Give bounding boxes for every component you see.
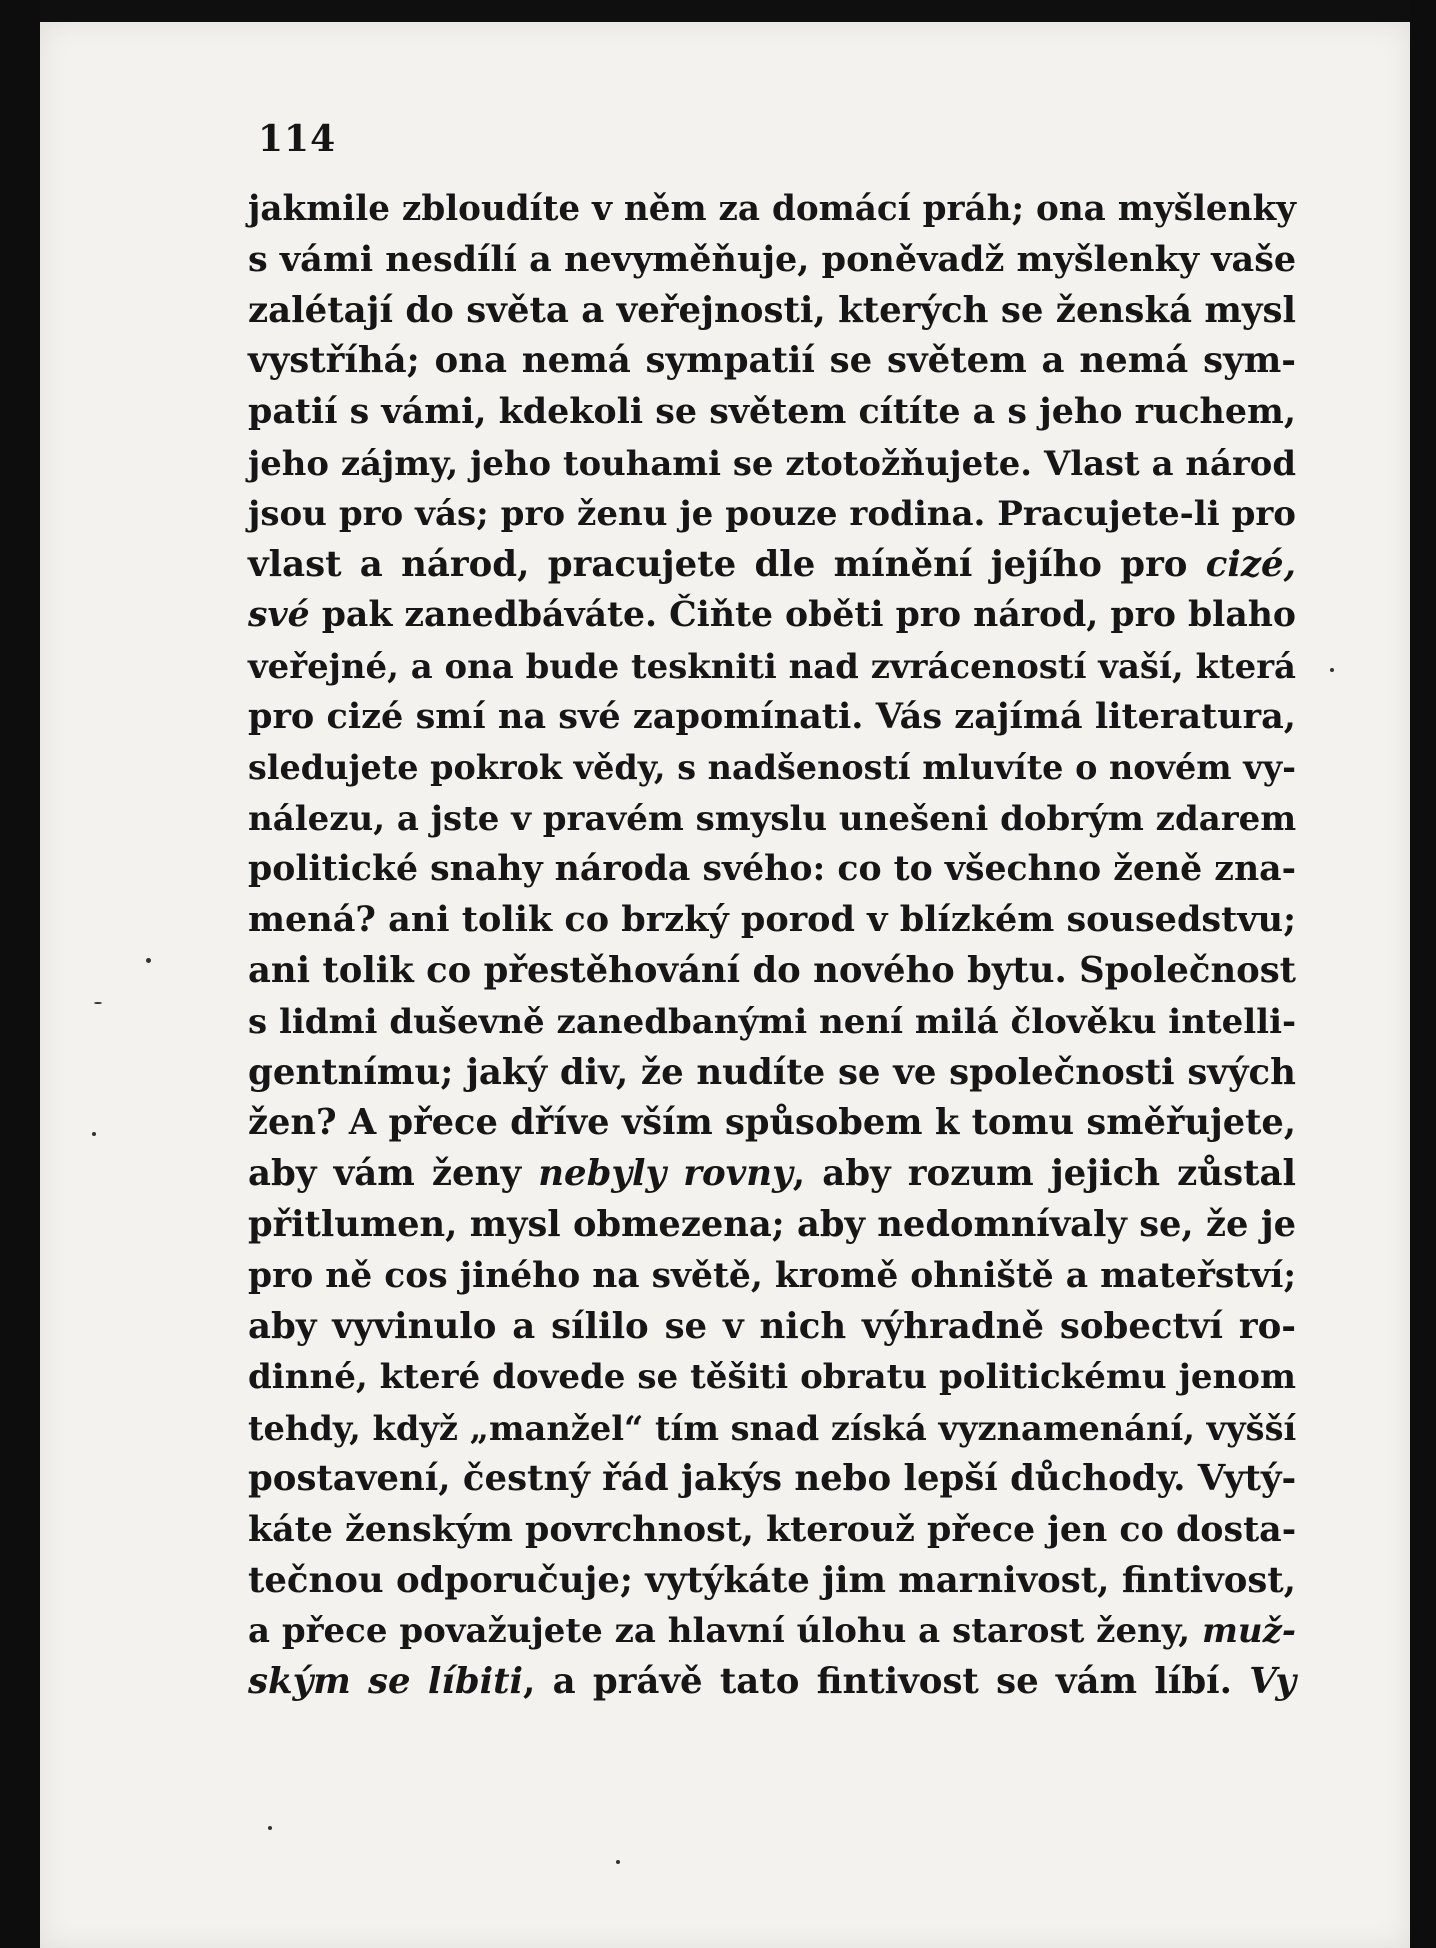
text-line	[248, 540, 1296, 591]
text-line	[248, 1352, 1296, 1403]
text-line	[248, 438, 1296, 489]
text-segment: zalétají do světa a veřejnosti, kterých se ženská mysl	[248, 289, 1296, 331]
text-segment: a přece považujete za hlavní úlohu a starost ženy,	[248, 1611, 1202, 1652]
text-line	[248, 1556, 1296, 1607]
text-segment: tehdy, když „manžel“ tím snad získá vyznamenání, vyšší	[248, 1408, 1297, 1449]
page-number: 114	[258, 118, 337, 160]
scan-speck	[1330, 668, 1334, 672]
text-segment: káte ženským povrchnost, kterouž přece jen co dosta-	[248, 1508, 1297, 1550]
text-line	[248, 1454, 1296, 1505]
text-segment: vlast a národ, pracujete dle mínění jejího pro	[248, 543, 1206, 585]
text-segment: s lidmi duševně zanedbanými není milá člověku intelli-	[248, 1001, 1297, 1042]
scan-right-edge	[1410, 0, 1436, 1948]
text-line	[248, 286, 1296, 337]
text-line	[248, 1200, 1296, 1251]
text-line	[248, 1098, 1296, 1149]
text-line	[248, 1657, 1296, 1708]
text-segment: žen? A přece dříve vším spůsobem k tomu směřujete,	[248, 1102, 1296, 1144]
text-line	[248, 235, 1296, 286]
text-segment: nálezu, a jste v pravém smyslu unešeni dobrým zdarem	[248, 798, 1297, 839]
italic-text: své	[248, 595, 310, 636]
scan-left-edge	[0, 0, 40, 1948]
text-line	[248, 184, 1296, 235]
text-line	[248, 489, 1296, 540]
text-line	[248, 1505, 1296, 1556]
text-line	[248, 743, 1296, 794]
text-segment: s vámi nesdílí a nevyměňuje, poněvadž myšlenky vaše	[248, 238, 1297, 280]
scan-speck	[616, 1860, 620, 1864]
italic-text: ským se líbiti	[248, 1661, 524, 1703]
text-segment: , a právě tato fintivost se vám líbí.	[523, 1661, 1250, 1703]
text-line	[248, 641, 1296, 692]
text-segment: veřejné, a ona bude teskniti nad zvráceností vaší, která	[248, 646, 1296, 687]
text-line	[248, 946, 1296, 997]
text-segment: aby vyvinulo a sílilo se v nich výhradně sobectví ro-	[248, 1305, 1296, 1347]
text-line	[248, 590, 1296, 641]
scan-speck	[268, 1826, 272, 1830]
text-segment: ani tolik co přestěhování do nového bytu. Společnost	[248, 949, 1296, 991]
text-segment: pro cizé smí na své zapomínati. Vás zajímá literatura,	[248, 695, 1296, 737]
text-segment: jsou pro vás; pro ženu je pouze rodina. Pracujete-li pro	[248, 493, 1296, 534]
text-segment: postavení, čestný řád jakýs nebo lepší důchody. Vytý-	[248, 1457, 1297, 1499]
body-text	[248, 184, 1296, 1708]
text-segment: gentnímu; jaký div, že nudíte se ve společnosti svých	[248, 1051, 1296, 1093]
text-line	[248, 1403, 1296, 1454]
text-line	[248, 794, 1296, 845]
text-segment: patií s vámi, kdekoli se světem cítíte a s jeho ruchem,	[248, 391, 1296, 433]
italic-text: Vy	[1249, 1661, 1296, 1703]
text-line	[248, 387, 1296, 438]
italic-text: cizé,	[1205, 543, 1296, 585]
scan-speck	[94, 1002, 102, 1004]
text-segment: přitlumen, mysl obmezena; aby nedomnívaly se, že je	[248, 1203, 1296, 1245]
text-line	[248, 997, 1296, 1048]
scan-top-edge	[0, 0, 1436, 22]
text-segment: pro ně cos jiného na světě, kromě ohniště a mateřství;	[248, 1255, 1297, 1296]
italic-text: muž-	[1201, 1611, 1296, 1652]
text-line	[248, 1302, 1296, 1353]
text-segment: politické snahy národa svého: co to všechno ženě zna-	[248, 848, 1296, 890]
text-line	[248, 1251, 1296, 1302]
text-segment: dinné, které dovede se těšiti obratu politickému jenom	[248, 1357, 1296, 1398]
scan-speck	[92, 1132, 96, 1136]
text-segment: pak zanedbáváte. Čiňte oběti pro národ, pro blaho	[309, 595, 1296, 636]
text-line	[248, 1048, 1296, 1099]
scan-speck	[146, 958, 151, 963]
text-line	[248, 1149, 1296, 1200]
text-segment: mená? ani tolik co brzký porod v blízkém sousedstvu;	[248, 899, 1296, 941]
text-segment: jeho zájmy, jeho touhami se ztotožňujete. Vlast a národ	[248, 442, 1296, 483]
text-segment: aby vám ženy	[248, 1153, 539, 1195]
text-line	[248, 336, 1296, 387]
text-line	[248, 895, 1296, 946]
text-segment: vystříhá; ona nemá sympatií se světem a nemá sym-	[248, 340, 1296, 382]
text-line	[248, 1606, 1296, 1657]
italic-text: nebyly rovny	[538, 1153, 793, 1195]
text-segment: , aby rozum jejich zůstal	[792, 1153, 1296, 1195]
text-segment: tečnou odporučuje; vytýkáte jim marnivost, fintivost,	[248, 1559, 1296, 1601]
text-segment: sledujete pokrok vědy, s nadšeností mluvíte o novém vy-	[248, 747, 1296, 787]
text-line	[248, 692, 1296, 743]
text-segment: jakmile zbloudíte v něm za domácí práh; ona myšlenky	[248, 189, 1296, 229]
text-line	[248, 844, 1296, 895]
